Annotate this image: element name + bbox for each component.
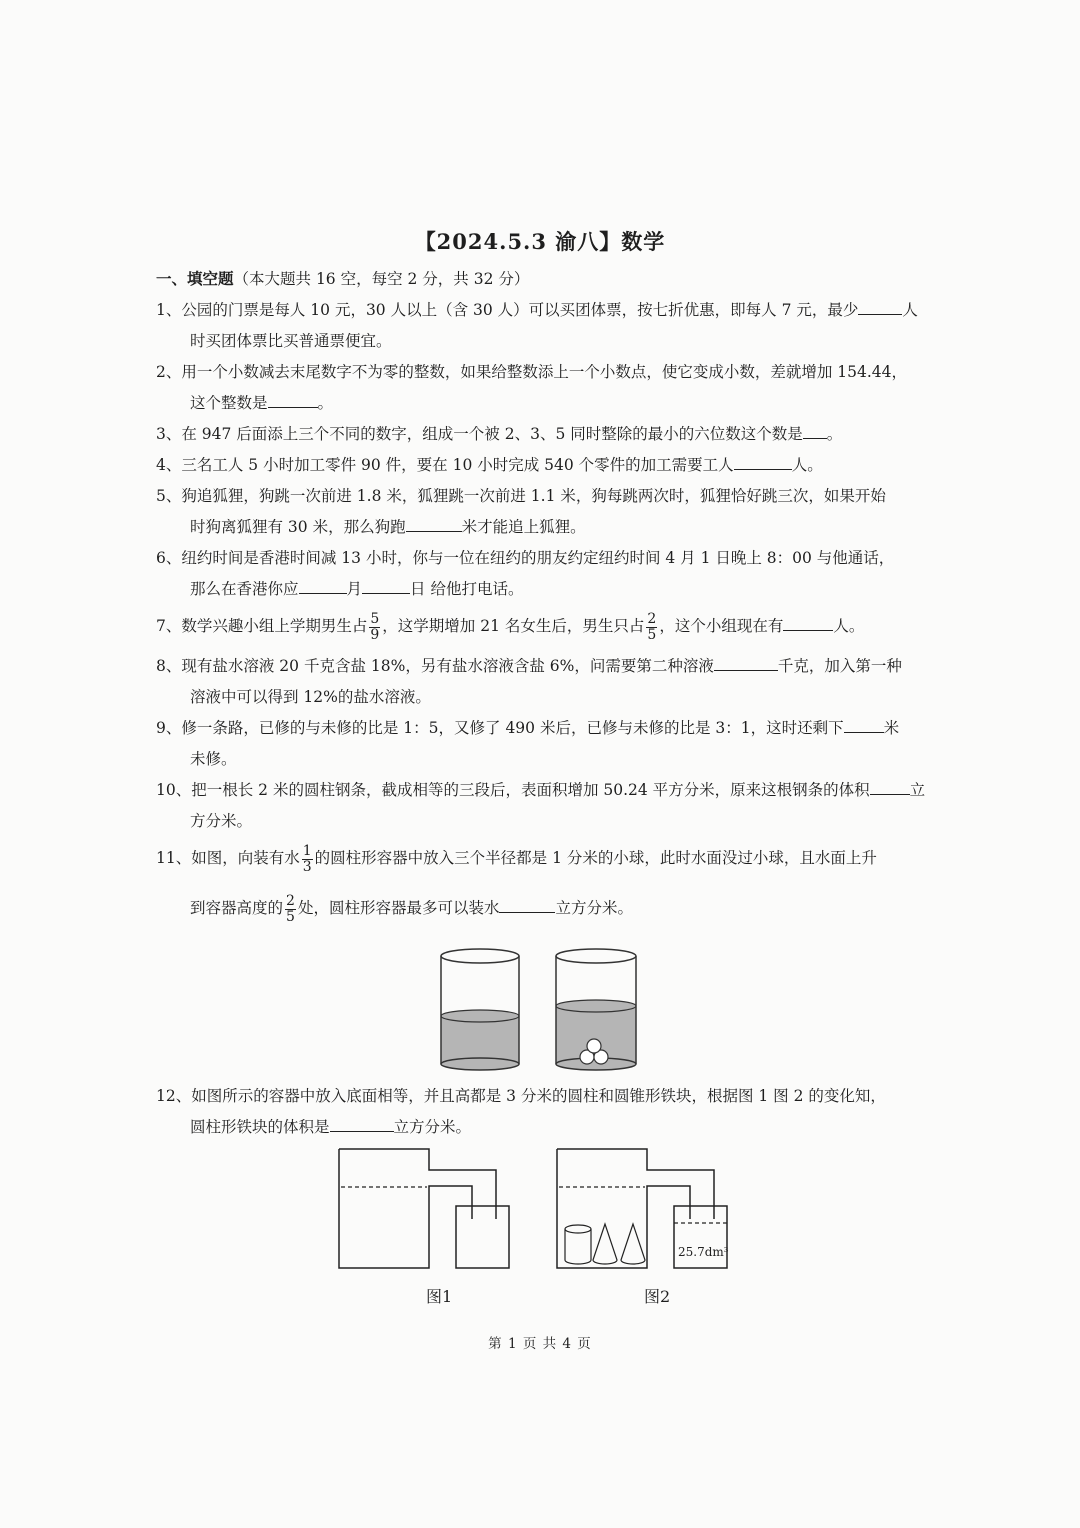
question-2-line-1: 2、用一个小数减去末尾数字不为零的整数，如果给整数添上一个小数点，使它变成小数，差就增加 154.44，: [156, 363, 908, 381]
question-4: [156, 455, 823, 475]
q12-unit: 立方分米。: [393, 1118, 472, 1136]
question-11-line-2: [190, 888, 633, 928]
q7-text-b: ，这学期增加 21 名女生后，男生只占: [382, 617, 645, 635]
q3-end: 。: [826, 425, 843, 443]
q7-fraction-1-den: 9: [370, 626, 380, 643]
q3-answer-blank[interactable]: [803, 424, 827, 439]
page-footer: 第 1 页 共 4 页: [488, 1336, 592, 1352]
q7-unit: 人。: [833, 617, 865, 635]
q12-answer-blank[interactable]: [330, 1117, 394, 1132]
q7-text-a: 7、数学兴趣小组上学期男生占: [156, 617, 368, 635]
question-3: [156, 424, 842, 444]
question-2-line-2: [190, 393, 333, 413]
q11-answer-blank[interactable]: [499, 898, 555, 913]
q3-text: 3、在 947 后面添上三个不同的数字，组成一个被 2、3、5 同时整除的最小的六位数这个数是: [156, 425, 803, 443]
q1-text: 1、公园的门票是每人 10 元，30 人以上（含 30 人）可以买团体票，按七折优惠，即每人 7 元，最少: [156, 301, 859, 319]
q5-unit: 米才能追上狐狸。: [461, 518, 586, 536]
q7-text-c: ，这个小组现在有: [659, 617, 784, 635]
q2-text: 这个整数是: [190, 394, 268, 412]
question-5-line-2: [190, 517, 586, 537]
cone-block-2: [621, 1224, 645, 1264]
q6-month: 月: [346, 580, 363, 598]
q7-fraction-1: [369, 612, 380, 643]
q11-fraction-1-den: 3: [302, 858, 312, 875]
cone-block-1: [593, 1224, 617, 1264]
q5-answer-blank[interactable]: [406, 517, 462, 532]
q4-answer-blank[interactable]: [734, 455, 792, 470]
q10-text: 10、把一根长 2 米的圆柱钢条，截成相等的三段后，表面积增加 50.24 平方分米，原来这根钢条的体积: [156, 781, 870, 799]
q12-figure-2: [554, 1146, 734, 1272]
q7-fraction-2: [646, 612, 657, 643]
question-5-line-1: 5、狗追狐狸，狗跳一次前进 1.8 米，狐狸跳一次前进 1.1 米，狗每跳两次时，狐狸恰好跳三次，如果开始: [156, 487, 886, 505]
q11-text-d: 处，圆柱形容器最多可以装水: [297, 899, 500, 917]
q6-text: 那么在香港你应: [190, 580, 299, 598]
q9-unit: 米: [883, 719, 900, 737]
question-10-line-1: [156, 780, 925, 800]
question-10-line-2: 方分米。: [190, 812, 253, 830]
q11-fraction-1: [302, 844, 313, 875]
section-label: 一、填空题: [156, 269, 234, 288]
q7-answer-blank[interactable]: [783, 616, 833, 631]
question-6-line-1: 6、纽约时间是香港时间减 13 小时，你与一位在纽约的朋友约定纽约时间 4 月 1 日晚上 8：00 与他通话，: [156, 549, 895, 567]
q6-day: 日 给他打电话。: [410, 580, 524, 598]
q4-unit: 人。: [791, 456, 823, 474]
ball-3: [587, 1039, 601, 1053]
question-12-line-1: 12、如图所示的容器中放入底面相等，并且高都是 3 分米的圆柱和圆锥形铁块，根据图 1 图 2 的变化知，: [156, 1087, 886, 1105]
q8-text-b: 千克，加入第一种: [777, 657, 902, 675]
q12-text: 圆柱形铁块的体积是: [190, 1118, 330, 1136]
page-title: 【2024.5.3 渝八】数学: [414, 229, 666, 254]
question-8-line-1: [156, 656, 902, 676]
q4-text: 4、三名工人 5 小时加工零件 90 件，要在 10 小时完成 540 个零件的加工需要工人: [156, 456, 734, 474]
figure-1-label: 图1: [426, 1287, 453, 1306]
q2-answer-blank[interactable]: [268, 393, 318, 408]
q8-answer-blank[interactable]: [714, 656, 778, 671]
q11-fraction-2: [285, 894, 296, 925]
cylinder-right: [556, 949, 636, 1070]
section-header: [156, 269, 529, 289]
volume-label: 25.7dm³: [678, 1245, 729, 1259]
q11-unit: 立方分米。: [555, 899, 633, 917]
q7-fraction-2-num: 2: [647, 610, 657, 627]
q1-answer-blank[interactable]: [858, 300, 902, 315]
q6-day-blank[interactable]: [362, 579, 410, 594]
q11-fraction-1-num: 1: [302, 842, 312, 859]
q8-text: 8、现有盐水溶液 20 千克含盐 18%，另有盐水溶液含盐 6%，问需要第二种溶液: [156, 657, 714, 675]
q1-unit: 人: [902, 301, 918, 319]
section-desc: （本大题共 16 空，每空 2 分，共 32 分）: [233, 270, 530, 288]
q11-fraction-2-den: 5: [286, 908, 295, 925]
cylinder-left: [441, 949, 519, 1070]
q6-month-blank[interactable]: [299, 579, 347, 594]
q5-text: 时狗离狐狸有 30 米，那么狗跑: [190, 518, 406, 536]
question-7: [156, 606, 864, 646]
cylinder-block: [565, 1225, 591, 1264]
question-11-line-1: [156, 838, 877, 878]
q9-text: 9、修一条路，已修的与未修的比是 1：5，又修了 490 米后，已修与未修的比是 3：1，这时还剩下: [156, 719, 844, 737]
q9-answer-blank[interactable]: [844, 718, 884, 733]
q10-unit: 立: [909, 781, 926, 799]
q11-cylinders-figure: [436, 944, 646, 1072]
q11-text-c: 到容器高度的: [190, 899, 284, 917]
question-9-line-1: [156, 718, 899, 738]
q7-fraction-2-den: 5: [647, 626, 657, 643]
question-12-line-2: [190, 1117, 471, 1137]
figure-2-label: 图2: [644, 1287, 671, 1306]
question-6-line-2: [190, 579, 523, 599]
q11-fraction-2-num: 2: [286, 892, 295, 909]
question-9-line-2: 未修。: [190, 750, 237, 768]
q10-answer-blank[interactable]: [870, 780, 910, 795]
q2-end: 。: [317, 394, 334, 412]
q11-text-a: 11、如图，向装有水: [156, 849, 300, 867]
question-1-line-2: 时买团体票比买普通票便宜。: [190, 332, 392, 350]
q12-figure-1: [336, 1146, 516, 1272]
question-8-line-2: 溶液中可以得到 12%的盐水溶液。: [190, 688, 431, 706]
q11-text-b: 的圆柱形容器中放入三个半径都是 1 分米的小球，此时水面没过小球，且水面上升: [314, 849, 877, 867]
q7-fraction-1-num: 5: [370, 610, 380, 627]
question-1-line-1: [156, 300, 918, 320]
